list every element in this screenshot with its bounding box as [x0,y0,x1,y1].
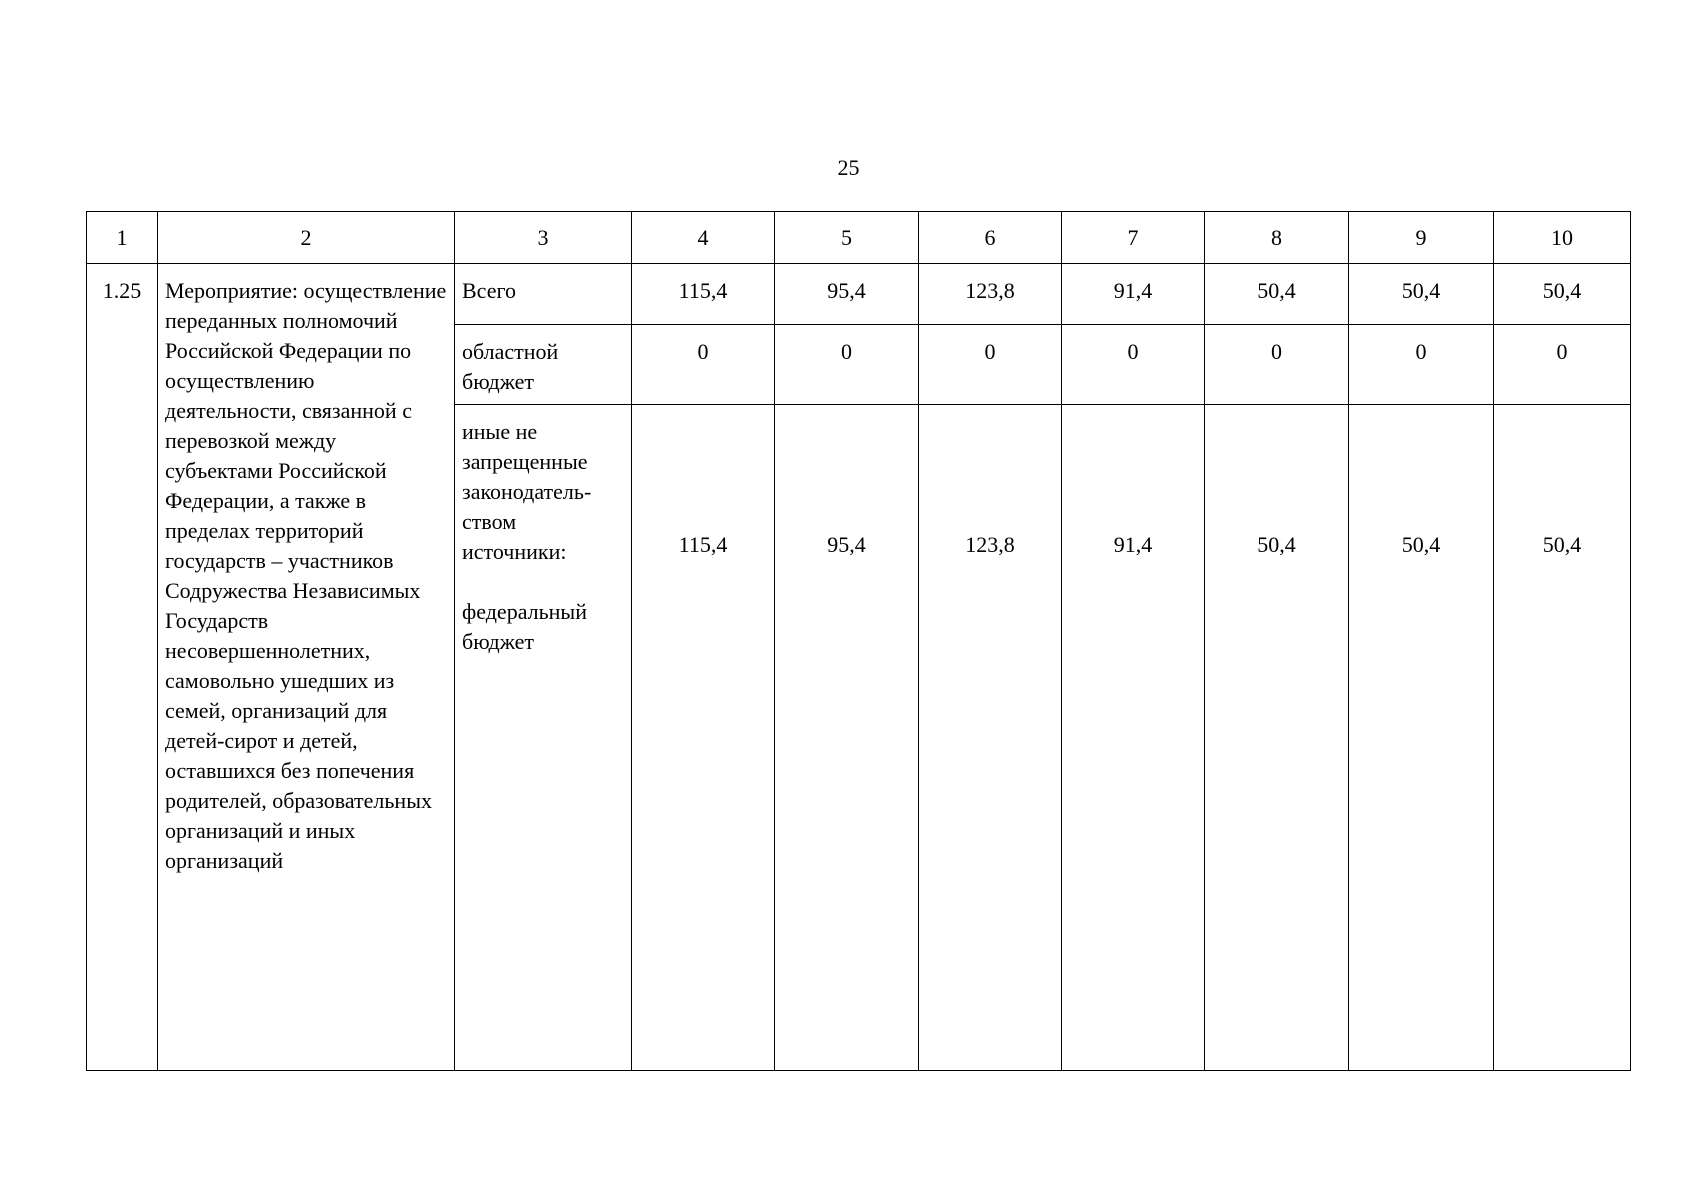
source-label: иные не запрещенные законодатель-ством источники: [462,419,592,564]
source-cell [455,405,632,1071]
column-header: 5 [775,212,919,264]
value-text: 50,4 [1401,531,1441,557]
measure-description-cell: Мероприятие: осуществление переданных полномочий Российской Федерации по осуществлению деятельности, связанной с перевозкой между субъектами Российской Федерации, а также в пределах территорий государств – участников Содружества Независимых Государств несовершеннолетних, самовольно ушедших из семей, организаций для детей-сирот и детей, оставшихся без попечения родителей, образовательных организаций и иных организаций [158,264,455,1071]
value-cell: 0 [919,325,1062,405]
column-header: 9 [1349,212,1494,264]
value-text: 123,8 [965,531,1015,557]
value-cell [1205,405,1349,1071]
value-text: 95,4 [827,531,866,557]
value-text: 91,4 [1113,531,1153,557]
column-header: 4 [632,212,775,264]
spacer [462,567,625,597]
value-cell: 0 [1062,325,1205,405]
value-cell [1062,405,1205,1071]
column-header: 7 [1062,212,1205,264]
value-cell: 0 [1205,325,1349,405]
value-cell [919,405,1062,1071]
value-cell: 0 [1494,325,1631,405]
column-header: 10 [1494,212,1631,264]
column-header: 3 [455,212,632,264]
budget-table [86,211,1631,1071]
value-cell: 50,4 [1205,264,1349,325]
value-text: 50,4 [1257,531,1296,557]
source-cell: областной бюджет [455,325,632,405]
column-header: 2 [158,212,455,264]
value-cell: 0 [1349,325,1494,405]
value-cell: 0 [632,325,775,405]
value-cell: 115,4 [632,264,775,325]
value-text: 115,4 [678,531,728,557]
table-row-total [87,264,1631,325]
subsource-label: федеральный бюджет [462,599,587,654]
column-header: 6 [919,212,1062,264]
value-cell: 95,4 [775,264,919,325]
value-text: 50,4 [1542,531,1582,557]
value-cell [1494,405,1631,1071]
value-cell [632,405,775,1071]
value-cell: 50,4 [1349,264,1494,325]
column-header: 8 [1205,212,1349,264]
value-cell: 0 [775,325,919,405]
value-cell [1349,405,1494,1071]
value-cell [775,405,919,1071]
value-cell: 123,8 [919,264,1062,325]
column-header: 1 [87,212,158,264]
page-number: 25 [837,155,860,180]
header-row [87,212,1631,264]
value-cell: 91,4 [1062,264,1205,325]
source-cell: Всего [455,264,632,325]
value-cell: 50,4 [1494,264,1631,325]
row-id-cell: 1.25 [87,264,158,1071]
